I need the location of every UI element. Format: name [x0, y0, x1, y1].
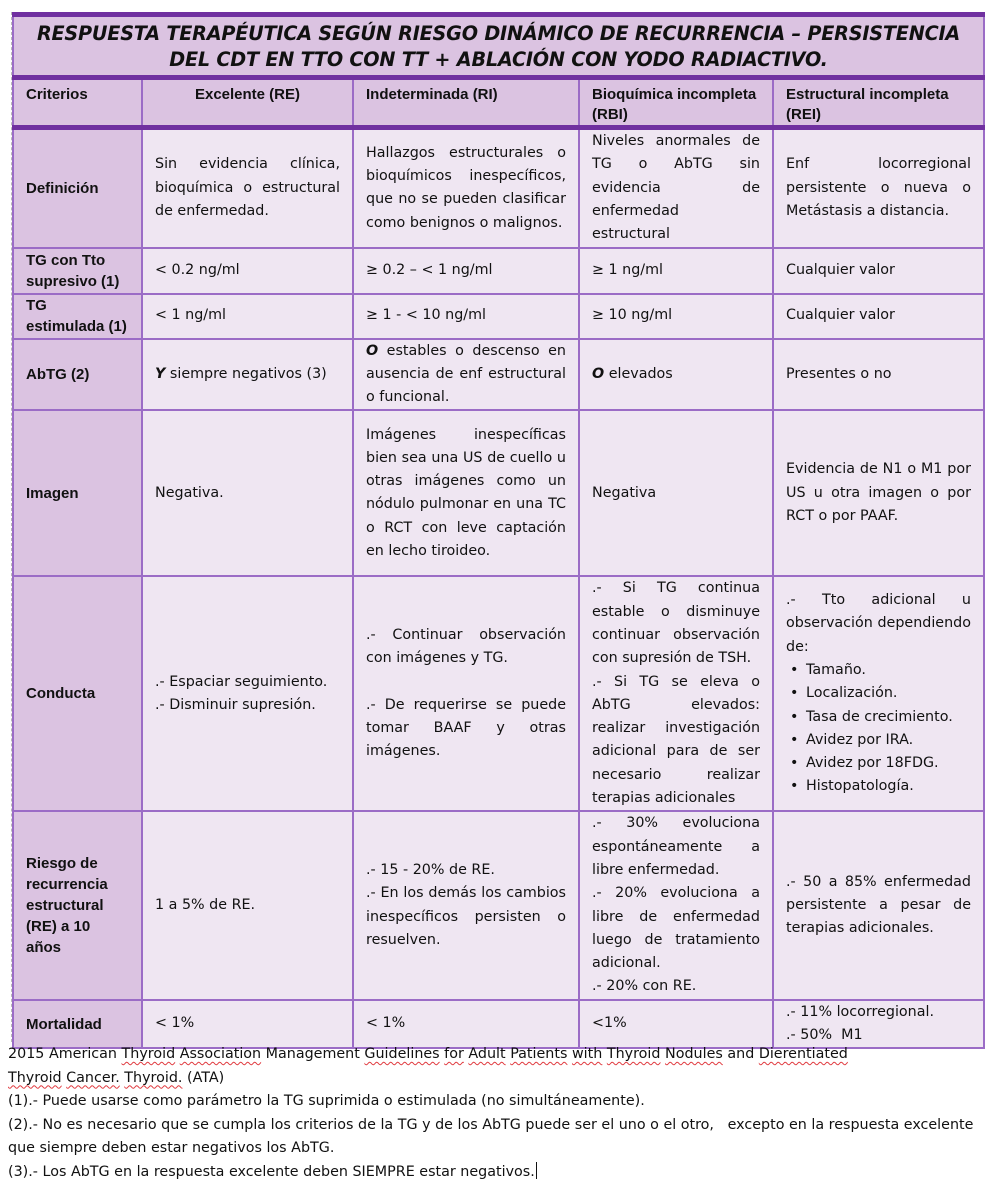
ref-word-misspelled: Thyroid — [606, 1046, 661, 1062]
header-excelente: Excelente (RE) — [142, 78, 353, 128]
ref-word-misspelled: Guidelines — [364, 1046, 440, 1062]
list-item — [786, 775, 971, 798]
table-title: RESPUESTA TERAPÉUTICA SEGÚN RIESGO DINÁMICO DE RECURRENCIA – PERSISTENCIA DEL CDT EN TTO CON TT + ABLACIÓN CON YODO RADIACTIVO. — [13, 15, 984, 78]
cell-text: siempre negativos (3) — [165, 365, 327, 382]
table-row — [13, 128, 984, 248]
cell-bioquimica: ≥ 10 ng/ml — [579, 294, 773, 339]
cell-indeterminada — [353, 811, 579, 999]
header-estructural: Estructural incompleta (REI) — [773, 78, 984, 128]
cell-paragraph: .- 20% con RE. — [592, 978, 697, 995]
header-row — [13, 78, 984, 128]
bullet-icon: • — [790, 778, 799, 795]
cell-excelente: < 1 ng/ml — [142, 294, 353, 339]
ref-word-misspelled: Association — [179, 1046, 262, 1062]
cell-text: elevados — [604, 365, 673, 382]
ref-word-misspelled: Patients — [510, 1046, 568, 1062]
table-row — [13, 339, 984, 411]
title-row — [13, 15, 984, 78]
table-row — [13, 576, 984, 811]
table-row — [13, 294, 984, 339]
conjunction-y: Y — [155, 365, 166, 382]
conjunction-o: O — [592, 365, 605, 382]
cell-indeterminada: ≥ 0.2 – < 1 ng/ml — [353, 248, 579, 294]
header-criterios: Criterios — [13, 78, 142, 128]
cell-bioquimica: ≥ 1 ng/ml — [579, 248, 773, 294]
bullet-icon: • — [790, 661, 799, 678]
ref-word-misspelled: with — [571, 1046, 603, 1062]
bullet-list — [786, 659, 971, 799]
ref-word-misspelled: Thyroid — [121, 1046, 176, 1062]
response-table — [12, 12, 985, 1049]
cell-excelente — [142, 339, 353, 411]
cell-bioquimica: Niveles anormales de TG o AbTG sin evidencia de enfermedad estructural — [579, 128, 773, 248]
list-item-text: Avidez por IRA. — [806, 731, 914, 748]
cell-text: estables o descenso en ausencia de enf estructural o funcional. — [366, 342, 566, 406]
list-item — [786, 729, 971, 752]
table-row — [13, 410, 984, 576]
cell-estructural: .- 50 a 85% enfermedad persistente a pesar de terapias adicionales. — [773, 811, 984, 999]
list-item — [786, 682, 971, 705]
row-label: TG con Tto supresivo (1) — [13, 248, 142, 294]
ref-word-misspelled: Nodules — [665, 1046, 723, 1062]
ref-word: and — [727, 1046, 755, 1062]
footnote-3-text: (3).- Los AbTG en la respuesta excelente deben SIEMPRE estar negativos. — [8, 1163, 535, 1180]
list-item-text: Localización. — [806, 685, 898, 702]
cell-estructural: Cualquier valor — [773, 294, 984, 339]
cell-paragraph: .- 15 - 20% de RE. — [366, 861, 495, 878]
cell-indeterminada: Imágenes inespecíficas bien sea una US de cuello u otras imágenes como un nódulo pulmonar en una TC o RCT con leve captación en lecho tiroideo. — [353, 410, 579, 576]
cell-paragraph: .- Si TG se eleva o AbTG elevados: realizar investigación adicional para de ser necesario realizar terapias adicionales — [592, 673, 760, 807]
cell-bioquimica: Negativa — [579, 410, 773, 576]
ref-word-misspelled: Cancer. — [66, 1069, 120, 1086]
cell-excelente: Negativa. — [142, 410, 353, 576]
cell-paragraph: .- Tto adicional u observación dependiendo de: — [786, 592, 971, 655]
list-item-text: Tasa de crecimiento. — [806, 708, 953, 725]
cell-line: .- Espaciar seguimiento. — [155, 673, 328, 690]
ref-word-misspelled: Thyroid — [8, 1069, 62, 1086]
list-item — [786, 659, 971, 682]
table-row — [13, 248, 984, 294]
row-label: Definición — [13, 128, 142, 248]
cell-excelente — [142, 576, 353, 811]
ref-word-misspelled: for — [444, 1046, 464, 1062]
bullet-icon: • — [790, 755, 799, 772]
cell-indeterminada: ≥ 1 - < 10 ng/ml — [353, 294, 579, 339]
bullet-icon: • — [790, 731, 799, 748]
row-label: Mortalidad — [13, 1000, 142, 1049]
cell-estructural: Evidencia de N1 o M1 por US u otra imagen o por RCT o por PAAF. — [773, 410, 984, 576]
cell-line: .- 50% M1 — [786, 1027, 863, 1044]
cell-indeterminada: < 1% — [353, 1000, 579, 1049]
cell-paragraph: .- 20% evoluciona a libre de enfermedad luego de tratamiento adicional. — [592, 885, 760, 972]
cell-estructural — [773, 576, 984, 811]
row-label: Imagen — [13, 410, 142, 576]
cell-bioquimica — [579, 576, 773, 811]
ref-word-misspelled: Dierentiated — [758, 1046, 848, 1062]
cell-indeterminada — [353, 339, 579, 411]
cell-excelente: Sin evidencia clínica, bioquímica o estructural de enfermedad. — [142, 128, 353, 248]
cell-line: .- 11% locorregional. — [786, 1003, 935, 1020]
cell-bioquimica — [579, 811, 773, 999]
text-cursor[interactable] — [536, 1162, 537, 1179]
cell-estructural: Enf locorregional persistente o nueva o Metástasis a distancia. — [773, 128, 984, 248]
list-item-text: Tamaño. — [806, 661, 866, 678]
row-label: Riesgo de recurrencia estructural (RE) a 10 años — [13, 811, 142, 999]
list-item-text: Histopatología. — [806, 778, 914, 795]
cell-line: .- Disminuir supresión. — [155, 696, 316, 713]
cell-excelente: < 1% — [142, 1000, 353, 1049]
ref-word: (ATA) — [187, 1069, 225, 1086]
cell-paragraph: .- 30% evoluciona espontáneamente a libre enfermedad. — [592, 815, 760, 878]
cell-estructural: Presentes o no — [773, 339, 984, 411]
cell-excelente: < 0.2 ng/ml — [142, 248, 353, 294]
cell-indeterminada: Hallazgos estructurales o bioquímicos inespecíficos, que no se pueden clasificar como benignos o malignos. — [353, 128, 579, 248]
reference-citation — [8, 1043, 983, 1090]
row-label: Conducta — [13, 576, 142, 811]
list-item-text: Avidez por 18FDG. — [806, 755, 939, 772]
bullet-icon: • — [790, 708, 799, 725]
cell-paragraph: .- En los demás los cambios inespecíficos persisten o resuelven. — [366, 885, 566, 948]
cell-estructural — [773, 1000, 984, 1049]
bullet-icon: • — [790, 685, 799, 702]
header-bioquimica: Bioquímica incompleta (RBI) — [579, 78, 773, 128]
row-label: TG estimulada (1) — [13, 294, 142, 339]
table-row — [13, 811, 984, 999]
ref-word: American — [48, 1046, 117, 1062]
cell-paragraph: .- De requerirse se puede tomar BAAF y otras imágenes. — [366, 696, 566, 760]
cell-estructural: Cualquier valor — [773, 248, 984, 294]
row-label: AbTG (2) — [13, 339, 142, 411]
footnote-3 — [8, 1161, 983, 1185]
cell-indeterminada — [353, 576, 579, 811]
footnote-2: (2).- No es necesario que se cumpla los criterios de la TG y de los AbTG puede ser el uno o el otro, excepto en la respuesta excelente que siempre deben estar negativos los AbTG. — [8, 1116, 978, 1157]
footnotes — [8, 1043, 983, 1185]
header-indeterminada: Indeterminada (RI) — [353, 78, 579, 128]
ref-word-misspelled: Thyroid. — [124, 1069, 183, 1086]
cell-bioquimica — [579, 339, 773, 411]
cell-paragraph: .- Si TG continua estable o disminuye continuar observación con supresión de TSH. — [592, 580, 760, 667]
conjunction-o: O — [366, 342, 379, 359]
footnote-1: (1).- Puede usarse como parámetro la TG suprimida o estimulada (no simultáneamente). — [8, 1093, 645, 1110]
cell-excelente: 1 a 5% de RE. — [142, 811, 353, 999]
ref-word-misspelled: Adult — [468, 1046, 506, 1062]
table-row — [13, 1000, 984, 1049]
list-item — [786, 706, 971, 729]
cell-paragraph: .- Continuar observación con imágenes y TG. — [366, 627, 566, 667]
ref-word: 2015 — [8, 1046, 45, 1062]
cell-bioquimica: <1% — [579, 1000, 773, 1049]
ref-word: Management — [265, 1046, 360, 1062]
list-item — [786, 752, 971, 775]
